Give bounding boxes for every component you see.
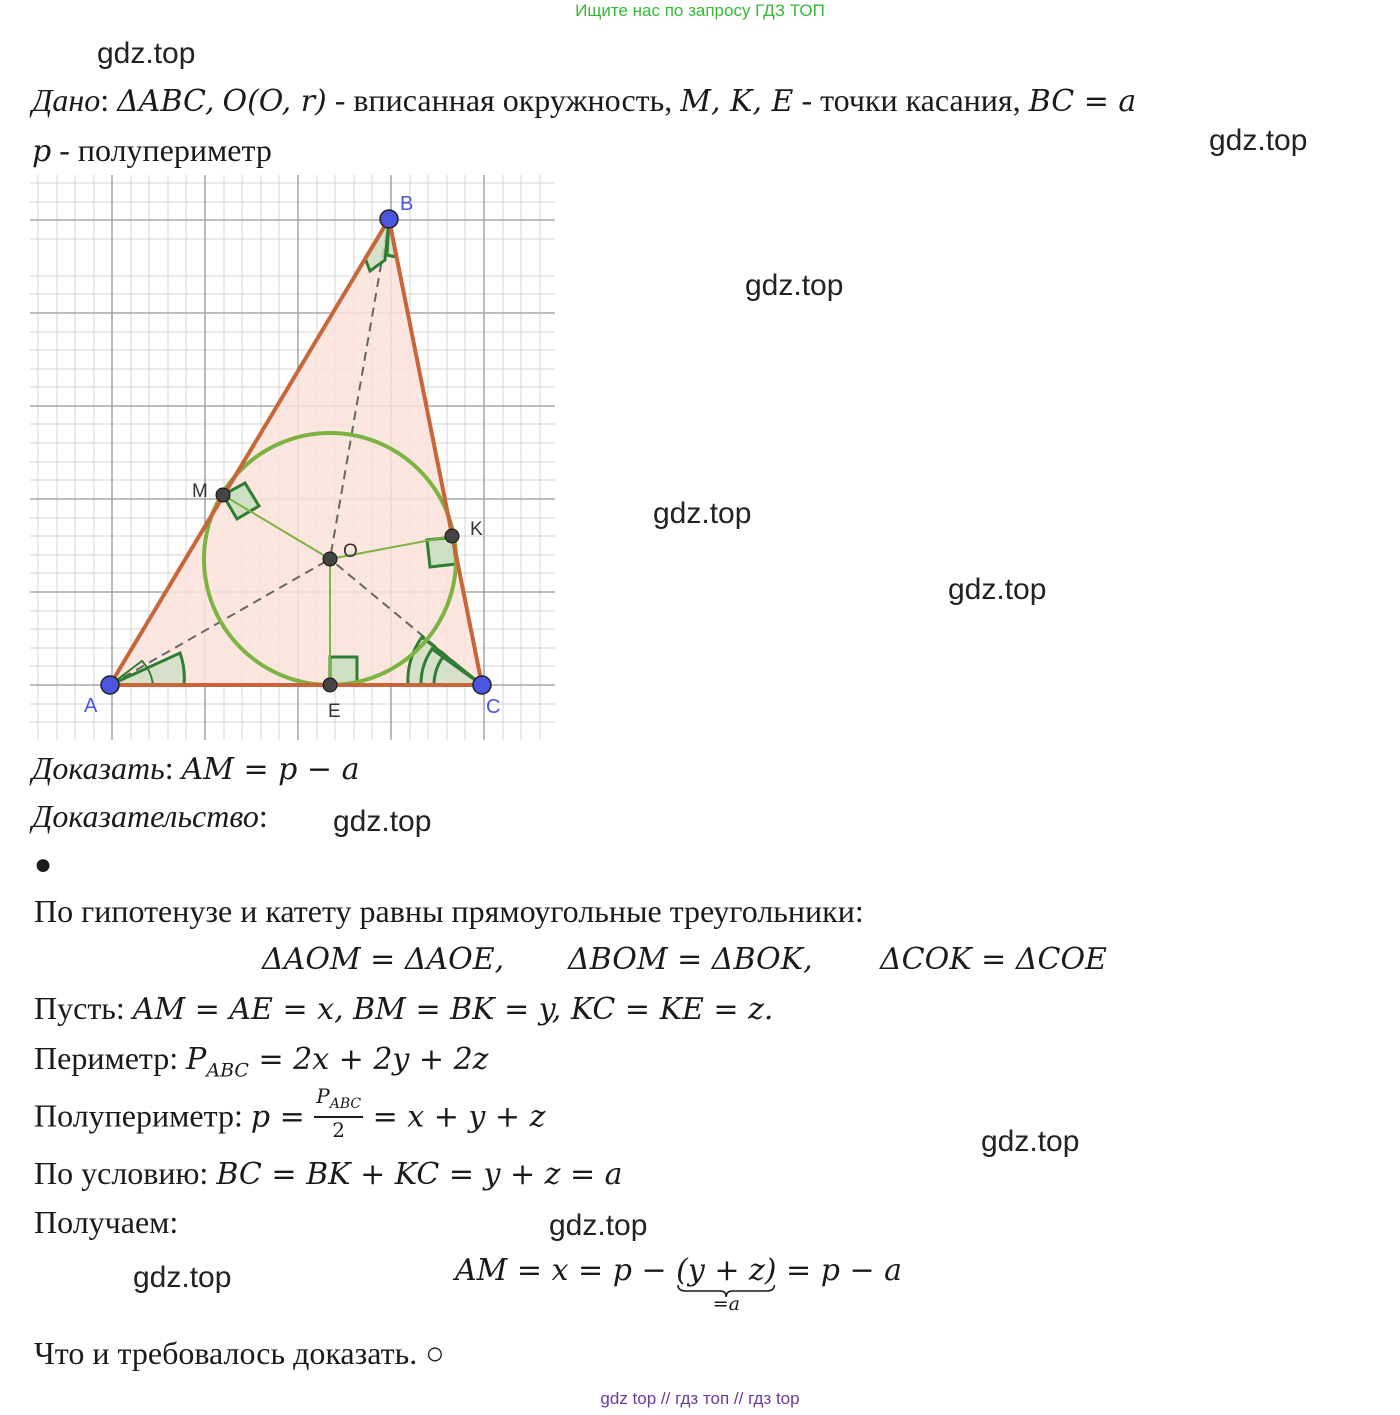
given-p: p bbox=[32, 134, 52, 169]
perimeter-line bbox=[34, 1040, 488, 1081]
proof-line: Доказательство: bbox=[32, 798, 268, 834]
point-c bbox=[473, 676, 491, 694]
given-text-2: - точки касания, bbox=[793, 82, 1029, 118]
watermark: gdz.top bbox=[549, 1209, 648, 1242]
point-k bbox=[445, 529, 459, 543]
prove-line: Доказать: AM = p − a bbox=[32, 750, 360, 787]
top-banner[interactable]: Ищите нас по запросу ГДЗ ТОП bbox=[575, 1, 825, 20]
final-under-label: =a bbox=[712, 1293, 740, 1315]
label-b: B bbox=[400, 193, 414, 215]
final-right: = p − a bbox=[776, 1253, 903, 1288]
qed-line: Что и требовалось доказать. ○ bbox=[34, 1335, 445, 1371]
fraction-numerator-sub: ABC bbox=[329, 1096, 362, 1112]
watermark: gdz.top bbox=[97, 37, 196, 70]
let-line bbox=[34, 990, 773, 1027]
watermark: gdz.top bbox=[948, 573, 1047, 606]
final-left: AM = x = p − bbox=[455, 1253, 677, 1288]
label-e: E bbox=[328, 701, 341, 722]
let-label: Пусть: bbox=[34, 990, 125, 1026]
label-a: A bbox=[84, 695, 98, 717]
perimeter-label: Периметр: bbox=[34, 1040, 179, 1076]
condition-label: По условию: bbox=[34, 1155, 209, 1191]
fraction-numerator: P bbox=[316, 1084, 330, 1108]
prove-formula: AM = p − a bbox=[181, 752, 360, 787]
condition-line bbox=[34, 1155, 623, 1192]
point-o bbox=[323, 552, 337, 566]
perimeter-p: P bbox=[186, 1042, 207, 1077]
given-triangle: ΔABC, bbox=[117, 84, 215, 119]
watermark: gdz.top bbox=[981, 1125, 1080, 1158]
label-o: O bbox=[343, 541, 358, 562]
semiperimeter-line bbox=[34, 1084, 546, 1148]
label-c: C bbox=[486, 696, 501, 718]
hypotenuse-line: По гипотенузе и катету равны прямоугольные треугольники: bbox=[34, 893, 864, 929]
final-formula bbox=[455, 1253, 903, 1315]
semiperimeter-label: Полупериметр: bbox=[34, 1097, 243, 1134]
given-line-2 bbox=[32, 132, 272, 169]
triangle-fill bbox=[110, 219, 482, 685]
watermark: gdz.top bbox=[653, 497, 752, 530]
given-label: Дано bbox=[32, 82, 101, 118]
given-line-1: Дано: ΔABC, O(O, r) - вписанная окружность, M, K, E - точки касания, BC = a bbox=[32, 82, 1137, 119]
label-m: M bbox=[192, 481, 208, 502]
semiperimeter-fraction bbox=[314, 1084, 363, 1142]
watermark: gdz.top bbox=[333, 805, 432, 838]
perimeter-sub: ABC bbox=[206, 1059, 249, 1082]
given-text-3: - полупериметр bbox=[51, 132, 272, 168]
equality-3: ΔCOK = ΔCOE bbox=[880, 942, 1107, 977]
point-e bbox=[323, 678, 337, 692]
fraction-denominator: 2 bbox=[332, 1118, 346, 1142]
given-text-1: - вписанная окружность, bbox=[326, 82, 681, 118]
final-brace-group bbox=[676, 1253, 777, 1315]
equality-2: ΔBOM = ΔBOK, bbox=[568, 942, 813, 977]
let-formula: AM = AE = x, BM = BK = y, KC = KE = z. bbox=[132, 992, 774, 1027]
label-k: K bbox=[470, 519, 483, 540]
condition-formula: BC = BK + KC = y + z = a bbox=[216, 1157, 623, 1192]
perimeter-rest: = 2x + 2y + 2z bbox=[248, 1042, 489, 1077]
footer-links[interactable]: gdz top // гдз топ // гдз top bbox=[600, 1389, 800, 1408]
given-bc: BC = a bbox=[1028, 84, 1137, 119]
watermark: gdz.top bbox=[745, 269, 844, 302]
watermark: gdz.top bbox=[133, 1261, 232, 1294]
final-brace-expr: (y + z) bbox=[676, 1253, 777, 1288]
semiperimeter-rest: = x + y + z bbox=[363, 1099, 546, 1135]
semiperimeter-p: p = bbox=[250, 1099, 315, 1135]
get-line: Получаем: bbox=[34, 1204, 179, 1240]
bullet: ● bbox=[34, 848, 53, 881]
point-b bbox=[380, 210, 398, 228]
triangle-figure bbox=[30, 175, 560, 745]
proof-label: Доказательство bbox=[32, 798, 259, 834]
point-a bbox=[101, 676, 119, 694]
given-points: M, K, E bbox=[680, 84, 794, 119]
equality-1: ΔAOM = ΔAOE, bbox=[262, 942, 505, 977]
point-m bbox=[216, 488, 230, 502]
prove-label: Доказать bbox=[32, 750, 165, 786]
given-circle: O(O, r) bbox=[222, 84, 327, 119]
watermark: gdz.top bbox=[1209, 124, 1308, 157]
